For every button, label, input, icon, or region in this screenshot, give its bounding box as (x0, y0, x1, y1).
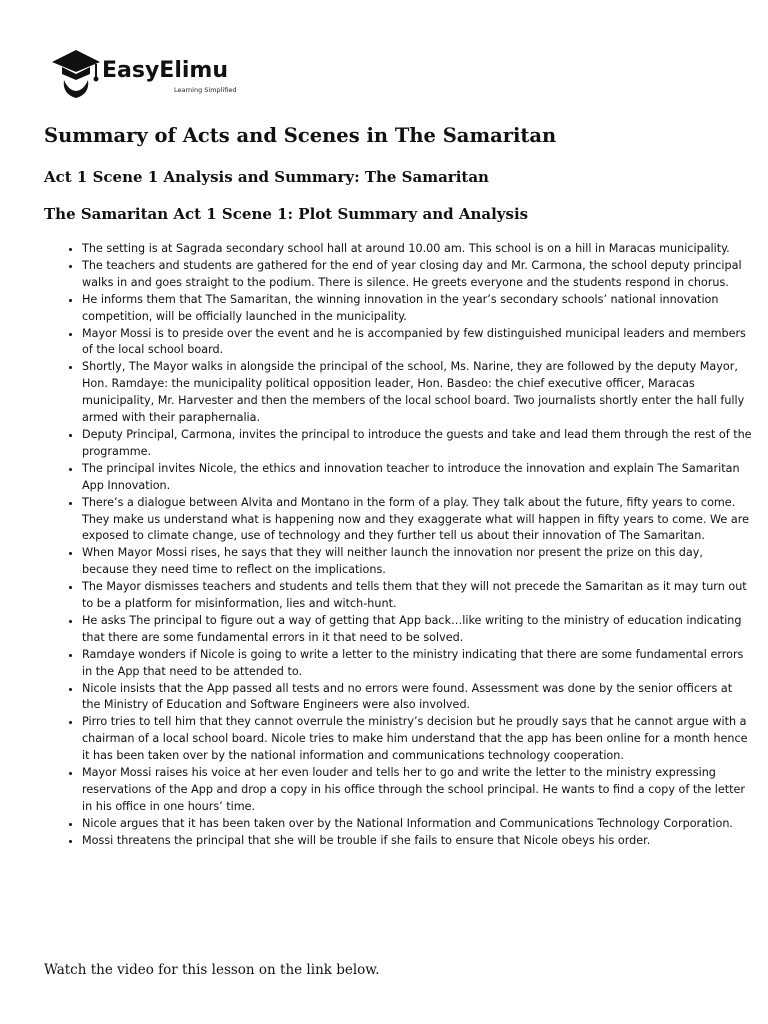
graduation-cap-student-icon (50, 44, 106, 100)
list-item: • He informs them that The Samaritan, the winning innovation in the year’s secondary schools’ national innovation competition, will be officially launched in the municipality. (82, 292, 752, 326)
subsection-heading: The Samaritan Act 1 Scene 1: Plot Summary and Analysis (44, 205, 529, 223)
section-heading: Act 1 Scene 1 Analysis and Summary: The Samaritan (44, 168, 489, 186)
easyelimu-logo[interactable] (50, 44, 250, 104)
list-item: • Shortly, The Mayor walks in alongside the principal of the school, Ms. Narine, they are followed by the deputy Mayor, Hon. Ramdaye: the municipality political opposition leader, Hon. Basdeo: the chief executive officer, Maracas municipality, Mr. Harvester and then the members of the local school board. Two journalists shortly enter the hall fully armed with their paraphernalia. (82, 359, 752, 427)
list-item: • Nicole insists that the App passed all tests and no errors were found. Assessment was done by the senior officers at the Ministry of Education and Software Engineers were also involved. (82, 681, 752, 715)
page-title: Summary of Acts and Scenes in The Samaritan (44, 124, 557, 147)
list-item: • Mossi threatens the principal that she will be trouble if she fails to ensure that Nicole obeys his order. (82, 833, 752, 850)
list-item: • He asks The principal to figure out a way of getting that App back…like writing to the ministry of education indicating that there are some fundamental errors in it that need to be solved. (82, 613, 752, 647)
brand-name: EasyElimu (102, 58, 229, 83)
list-item: • Pirro tries to tell him that they cannot overrule the ministry’s decision but he proudly says that he cannot argue with a chairman of a local school board. Nicole tries to make him understand that the app has been online for a month hence it has been taken over by the national information and communications technology cooperation. (82, 714, 752, 765)
list-item: • The Mayor dismisses teachers and students and tells them that they will not precede the Samaritan as it may turn out to be a platform for misinformation, lies and witch-hunt. (82, 579, 752, 613)
list-item: • Mayor Mossi raises his voice at her even louder and tells her to go and write the letter to the ministry expressing reservations of the App and drop a copy in his office through the school principal. He wants to find a copy of the letter in his office in one hours’ time. (82, 765, 752, 816)
list-item: • The setting is at Sagrada secondary school hall at around 10.00 am. This school is on a hill in Maracas municipality. (82, 241, 752, 258)
list-item: • The principal invites Nicole, the ethics and innovation teacher to introduce the innovation and explain The Samaritan App Innovation. (82, 461, 752, 495)
list-item: • There’s a dialogue between Alvita and Montano in the form of a play. They talk about the future, fifty years to come. They make us understand what is happening now and they exaggerate what will happen in fifty years to come. We are exposed to climate change, use of technology and they further tell us about their innovation of The Samaritan. (82, 495, 752, 546)
list-item: • Mayor Mossi is to preside over the event and he is accompanied by few distinguished municipal leaders and members of the local school board. (82, 326, 752, 360)
list-item: • Nicole argues that it has been taken over by the National Information and Communications Technology Corporation. (82, 816, 752, 833)
list-item: • Deputy Principal, Carmona, invites the principal to introduce the guests and take and lead them through the rest of the programme. (82, 427, 752, 461)
summary-bullet-list (62, 241, 752, 850)
list-item: • The teachers and students are gathered for the end of year closing day and Mr. Carmona, the school deputy principal walks in and goes straight to the podium. There is silence. He greets everyone and the students respond in chorus. (82, 258, 752, 292)
list-item: • Ramdaye wonders if Nicole is going to write a letter to the ministry indicating that there are some fundamental errors in the App that need to be attended to. (82, 647, 752, 681)
list-item: • When Mayor Mossi rises, he says that they will neither launch the innovation nor present the prize on this day, because they need time to reflect on the implications. (82, 545, 752, 579)
video-link-note: Watch the video for this lesson on the link below. (44, 962, 380, 978)
brand-tagline: Learning Simplified (174, 86, 237, 94)
